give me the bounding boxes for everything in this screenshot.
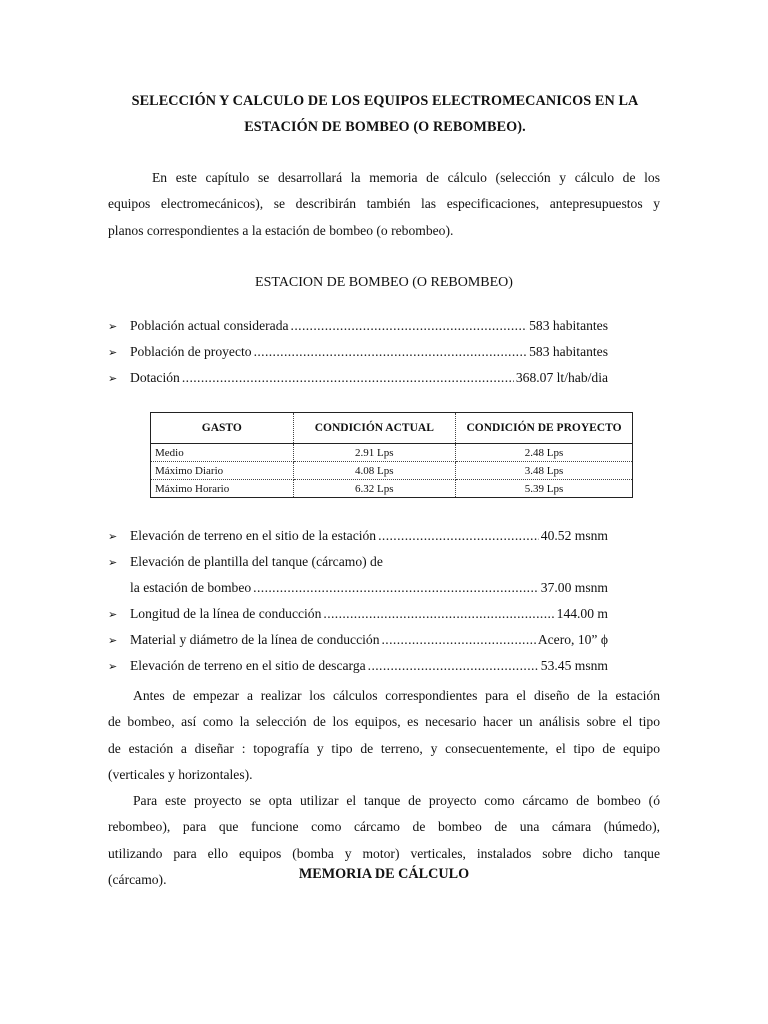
flow-table (150, 412, 633, 498)
list-item (108, 523, 608, 549)
arrow-bullet-icon: ➢ (108, 531, 118, 543)
table-cell: Máximo Horario (151, 480, 294, 498)
station-data-list (108, 523, 608, 679)
arrow-bullet-icon: ➢ (108, 661, 118, 673)
dot-leader (382, 627, 536, 653)
table-header-row (151, 413, 633, 444)
paragraph-line: (verticales y horizontales). (108, 766, 253, 782)
item-label: Elevación de plantilla del tanque (cárcamo) de (130, 554, 383, 569)
item-label: Dotación (130, 370, 180, 385)
table-cell: 4.08 Lps (293, 462, 455, 480)
list-item (108, 627, 608, 653)
dot-leader (378, 523, 539, 549)
arrow-bullet-icon: ➢ (108, 557, 118, 569)
memoria-title: MEMORIA DE CÁLCULO (298, 866, 470, 882)
item-label: Elevación de terreno en el sitio de descarga (130, 658, 366, 673)
arrow-bullet-icon: ➢ (108, 635, 118, 647)
table-cell: 5.39 Lps (524, 482, 564, 495)
table-row (151, 480, 633, 498)
arrow-bullet-icon: ➢ (108, 373, 118, 385)
dot-leader (182, 365, 514, 391)
arrow-bullet-icon: ➢ (108, 347, 118, 359)
column-header: CONDICIÓN ACTUAL (293, 413, 455, 444)
paragraph-line: rebombeo), para que funcione como cárcamo de bombeo de una cámara (húmedo), (108, 819, 660, 835)
table-row (151, 444, 633, 462)
item-label: Población de proyecto (130, 344, 252, 359)
column-header: CONDICIÓN DE PROYECTO (456, 413, 633, 444)
paragraph-line: (cárcamo). (108, 871, 167, 887)
section-title: ESTACION DE BOMBEO (O REBOMBEO) (255, 275, 513, 290)
item-label: Elevación de terreno en el sitio de la estación (130, 528, 377, 543)
table-row (151, 462, 633, 480)
arrow-bullet-icon: ➢ (108, 609, 118, 621)
paragraph-line: Antes de empezar a realizar los cálculos correspondientes para el diseño de la estación (133, 688, 660, 703)
list-item (108, 653, 608, 679)
item-value: 583 habitantes (529, 344, 608, 359)
item-label: la estación de bombeo (130, 580, 252, 595)
analysis-paragraph (108, 683, 660, 788)
item-label: Material y diámetro de la línea de conducción (130, 632, 380, 647)
arrow-bullet-icon: ➢ (108, 321, 118, 333)
table-cell: 3.48 Lps (456, 462, 633, 480)
dot-leader (323, 601, 554, 627)
intro-line: planos correspondientes a la estación de bombeo (o rebombeo). (108, 222, 454, 238)
table-cell: Máximo Diario (151, 462, 294, 480)
list-item (108, 313, 608, 339)
document-title-line-2: ESTACIÓN DE BOMBEO (O REBOMBEO). (244, 119, 526, 135)
list-item (108, 549, 608, 575)
list-item (108, 575, 608, 601)
item-value: 40.52 msnm (540, 528, 608, 543)
paragraph-line: de bombeo, así como la selección de los equipos, es necesario hacer un análisis sobre el tipo (108, 714, 660, 730)
intro-line: En este capítulo se desarrollará la memoria de cálculo (selección y cálculo de los (152, 170, 660, 185)
dot-leader (253, 575, 539, 601)
item-value: 583 habitantes (529, 318, 608, 333)
paragraph-line: utilizando para ello equipos (bomba y motor) verticales, instalados sobre dicho tanque (108, 845, 660, 861)
item-label: Población actual considerada (130, 318, 289, 333)
table-cell: 2.91 Lps (293, 444, 455, 462)
item-value: Acero, 10” ϕ (537, 632, 608, 647)
dot-leader (254, 339, 528, 365)
list-item (108, 339, 608, 365)
item-value: 368.07 lt/hab/dia (515, 370, 608, 385)
item-label: Longitud de la línea de conducción (130, 606, 322, 621)
document-title-line-1: SELECCIÓN Y CALCULO DE LOS EQUIPOS ELECTROMECANICOS EN LA (131, 93, 639, 109)
paragraph-line: Para este proyecto se opta utilizar el tanque de proyecto como cárcamo de bombeo (ó (133, 793, 660, 808)
item-value: 53.45 msnm (540, 658, 608, 673)
item-value: 144.00 m (556, 606, 608, 621)
table-cell: 6.32 Lps (293, 480, 455, 498)
intro-line: equipos electromecánicos), se describirán también las especificaciones, antepresupuestos y (108, 196, 660, 212)
intro-paragraph (108, 165, 660, 244)
list-item (108, 601, 608, 627)
table-cell: Medio (151, 444, 294, 462)
dot-leader (368, 653, 539, 679)
table-cell: 2.48 Lps (456, 444, 633, 462)
population-list (108, 313, 608, 391)
column-header: GASTO (151, 413, 294, 444)
list-item (108, 365, 608, 391)
item-value: 37.00 msnm (540, 580, 608, 595)
dot-leader (291, 313, 528, 339)
paragraph-line: de estación a diseñar : topografía y tipo de terreno, y consecuentemente, el tipo de equipo (108, 740, 660, 756)
